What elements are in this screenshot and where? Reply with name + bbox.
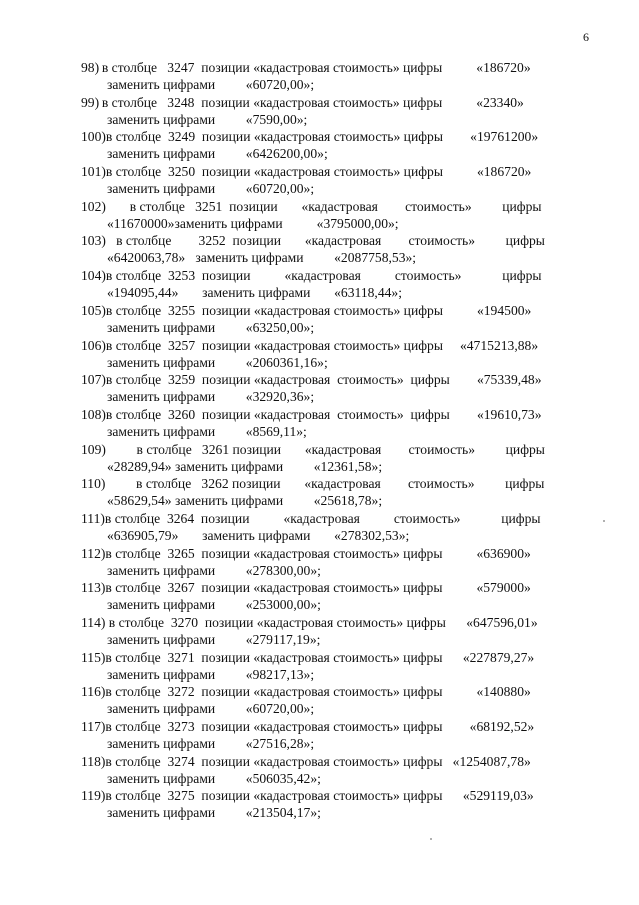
amendment-line-1: 116)в столбце 3272 позиции «кадастровая стоимость» цифры «140880»	[81, 684, 531, 700]
amendment-line-1: 102) в столбце 3251 позиции «кадастровая стоимость» цифры	[81, 198, 542, 214]
amendment-item	[0, 372, 639, 407]
amendment-item	[0, 199, 639, 234]
amendment-line-1: 112)в столбце 3265 позиции «кадастровая стоимость» цифры «636900»	[81, 545, 531, 561]
amendment-item	[0, 268, 639, 303]
amendment-line-1: 101)в столбце 3250 позиции «кадастровая стоимость» цифры «186720»	[81, 164, 532, 180]
amendment-line-1: 115)в столбце 3271 позиции «кадастровая стоимость» цифры «227879,27»	[81, 649, 535, 665]
amendment-line-1: 119)в столбце 3275 позиции «кадастровая стоимость» цифры «529119,03»	[81, 788, 534, 804]
amendment-line-2: заменить цифрами «60720,00»;	[107, 181, 315, 197]
amendment-item	[0, 407, 639, 442]
amendment-line-2: заменить цифрами «60720,00»;	[107, 77, 315, 92]
amendment-line-2: заменить цифрами «27516,28»;	[107, 736, 315, 752]
amendment-line-1: 114) в столбце 3270 позиции «кадастровая стоимость» цифры «647596,01»	[81, 615, 538, 630]
amendment-item	[0, 580, 639, 615]
amendment-line-2: заменить цифрами «278300,00»;	[107, 562, 321, 578]
amendment-item	[0, 546, 639, 581]
amendment-line-1: 108)в столбце 3260 позиции «кадастровая стоимость» цифры «19610,73»	[81, 406, 542, 422]
amendment-line-2: «6420063,78» заменить цифрами «2087758,53»;	[107, 250, 417, 266]
amendment-line-1: 111)в столбце 3264 позиции «кадастровая стоимость» цифры	[81, 510, 541, 526]
amendment-line-2: заменить цифрами «2060361,16»;	[107, 354, 328, 370]
amendment-line-2: заменить цифрами «253000,00»;	[107, 597, 321, 613]
amendment-item	[0, 95, 639, 130]
amendment-item	[0, 233, 639, 268]
amendment-line-1: 109) в столбце 3261 позиции «кадастровая стоимость» цифры	[81, 441, 545, 457]
amendment-line-2: заменить цифрами «8569,11»;	[107, 423, 307, 439]
amendment-line-1: 100)в столбце 3249 позиции «кадастровая стоимость» цифры «19761200»	[81, 129, 539, 145]
amendment-line-1: 107)в столбце 3259 позиции «кадастровая стоимость» цифры «75339,48»	[81, 372, 542, 388]
amendment-line-2: заменить цифрами «63250,00»;	[107, 319, 315, 335]
amendment-line-1: 103) в столбце 3252 позиции «кадастровая стоимость» цифры	[81, 233, 545, 249]
amendment-item	[0, 684, 639, 719]
amendment-item	[0, 754, 639, 789]
amendment-item	[0, 615, 639, 650]
amendment-line-2: заменить цифрами «32920,36»;	[107, 389, 315, 405]
amendment-item	[0, 303, 639, 338]
amendment-line-1: 110) в столбце 3262 позиции «кадастровая стоимость» цифры	[81, 476, 545, 492]
amendment-item	[0, 511, 639, 546]
amendment-item	[0, 338, 639, 373]
amendment-line-1: 98) в столбце 3247 позиции «кадастровая стоимость» цифры «186720»	[81, 60, 531, 75]
amendment-line-1: 104)в столбце 3253 позиции «кадастровая стоимость» цифры	[81, 268, 542, 284]
amendment-line-1: 117)в столбце 3273 позиции «кадастровая стоимость» цифры «68192,52»	[81, 719, 535, 735]
amendment-line-2: заменить цифрами «506035,42»;	[107, 770, 321, 786]
amendment-item	[0, 442, 639, 477]
amendment-item	[0, 650, 639, 685]
amendment-item	[0, 476, 639, 511]
amendment-line-1: 106)в столбце 3257 позиции «кадастровая стоимость» цифры «4715213,88»	[81, 337, 539, 353]
amendment-line-2: заменить цифрами «60720,00»;	[107, 701, 315, 717]
scan-speck	[603, 520, 605, 522]
amendment-line-1: 113)в столбце 3267 позиции «кадастровая стоимость» цифры «579000»	[81, 580, 531, 596]
amendment-line-2: «194095,44» заменить цифрами «63118,44»;	[107, 285, 402, 301]
amendment-list	[0, 60, 639, 823]
amendment-item	[0, 164, 639, 199]
amendment-item	[0, 788, 639, 823]
amendment-item	[0, 60, 639, 95]
amendment-line-2: заменить цифрами «7590,00»;	[107, 111, 308, 127]
amendment-line-2: «636905,79» заменить цифрами «278302,53»;	[107, 527, 410, 543]
amendment-line-2: «58629,54» заменить цифрами «25618,78»;	[107, 493, 383, 509]
amendment-line-2: «11670000»заменить цифрами «3795000,00»;	[107, 215, 399, 231]
scan-speck	[430, 838, 432, 840]
amendment-line-2: заменить цифрами «6426200,00»;	[107, 146, 328, 162]
amendment-line-2: заменить цифрами «279117,19»;	[107, 632, 321, 647]
amendment-line-1: 99) в столбце 3248 позиции «кадастровая стоимость» цифры «23340»	[81, 94, 524, 110]
amendment-item	[0, 719, 639, 754]
page-number: 6	[583, 30, 589, 44]
amendment-line-1: 118)в столбце 3274 позиции «кадастровая стоимость» цифры «1254087,78»	[81, 753, 531, 769]
amendment-line-1: 105)в столбце 3255 позиции «кадастровая стоимость» цифры «194500»	[81, 302, 532, 318]
amendment-item	[0, 129, 639, 164]
amendment-line-2: заменить цифрами «98217,13»;	[107, 666, 315, 682]
amendment-line-2: «28289,94» заменить цифрами «12361,58»;	[107, 458, 383, 474]
amendment-line-2: заменить цифрами «213504,17»;	[107, 805, 321, 821]
